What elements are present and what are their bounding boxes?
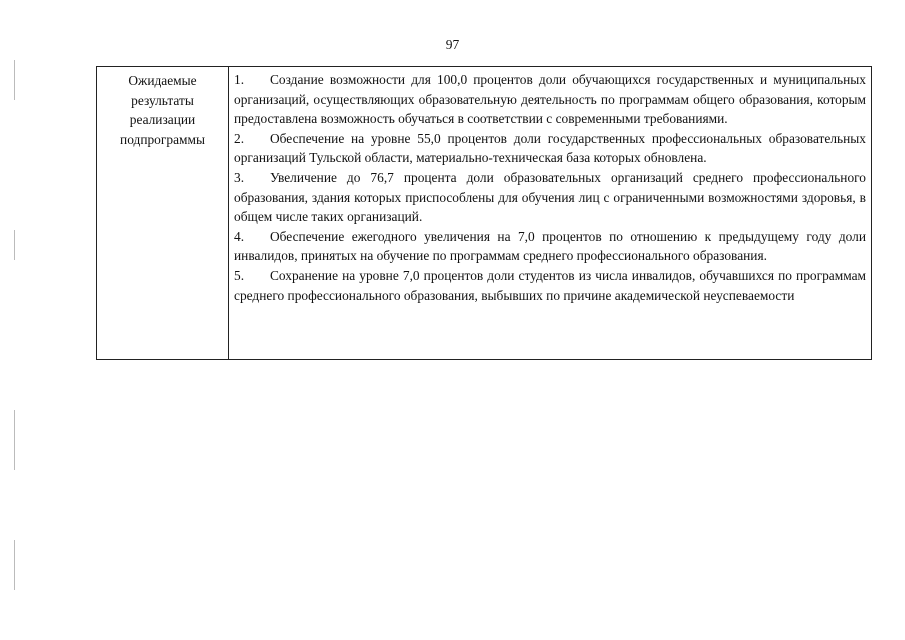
- item-text: Увеличение до 76,7 процента доли образовательных организаций среднего профессионального образования, здания которых приспособлены для обучения лиц с ограниченными возможностями здоровья, в общем числе таких организаций.: [234, 169, 866, 225]
- item-text: Сохранение на уровне 7,0 процентов доли студентов из числа инвалидов, обучавшихся по программам среднего профессионального образования, выбывших по причине академической неуспеваемости: [234, 267, 866, 303]
- item-text: Обеспечение на уровне 55,0 процентов доли государственных профессиональных образовательных организаций Тульской области, материально-техническая база которых обновлена.: [234, 130, 866, 166]
- row-header-line: реализации: [129, 112, 196, 128]
- row-header-cell: [97, 67, 229, 359]
- row-header-line: Ожидаемые: [128, 73, 197, 88]
- scan-mark: [14, 230, 15, 260]
- result-item-1: [234, 70, 866, 129]
- row-header-line: подпрограммы: [120, 131, 205, 147]
- item-number: 1.: [234, 72, 245, 87]
- scan-mark: [14, 410, 15, 470]
- scan-mark: [14, 60, 15, 100]
- item-text: Обеспечение ежегодного увеличения на 7,0 процентов по отношению к предыдущему году доли инвалидов, принятых на обучение по программам среднего профессионального образования.: [234, 228, 866, 264]
- item-number: 5.: [234, 267, 245, 283]
- item-number: 3.: [234, 169, 245, 185]
- results-content-cell: [229, 67, 871, 359]
- results-table: [96, 66, 872, 360]
- row-header-line: результаты: [131, 92, 194, 108]
- page-number: 97: [445, 37, 460, 52]
- result-item-4: [234, 227, 866, 266]
- result-item-3: [234, 168, 866, 227]
- item-text: Создание возможности для 100,0 процентов доли обучающихся государственных и муниципальных организаций, осуществляющих образовательную деятельность по программам общего образования, которым предоставлена возможность обучаться в соответствии с современными требованиями.: [234, 72, 866, 127]
- result-item-5: [234, 266, 866, 305]
- scan-mark: [14, 540, 15, 590]
- item-number: 4.: [234, 228, 245, 244]
- item-number: 2.: [234, 130, 245, 146]
- result-item-2: [234, 129, 866, 168]
